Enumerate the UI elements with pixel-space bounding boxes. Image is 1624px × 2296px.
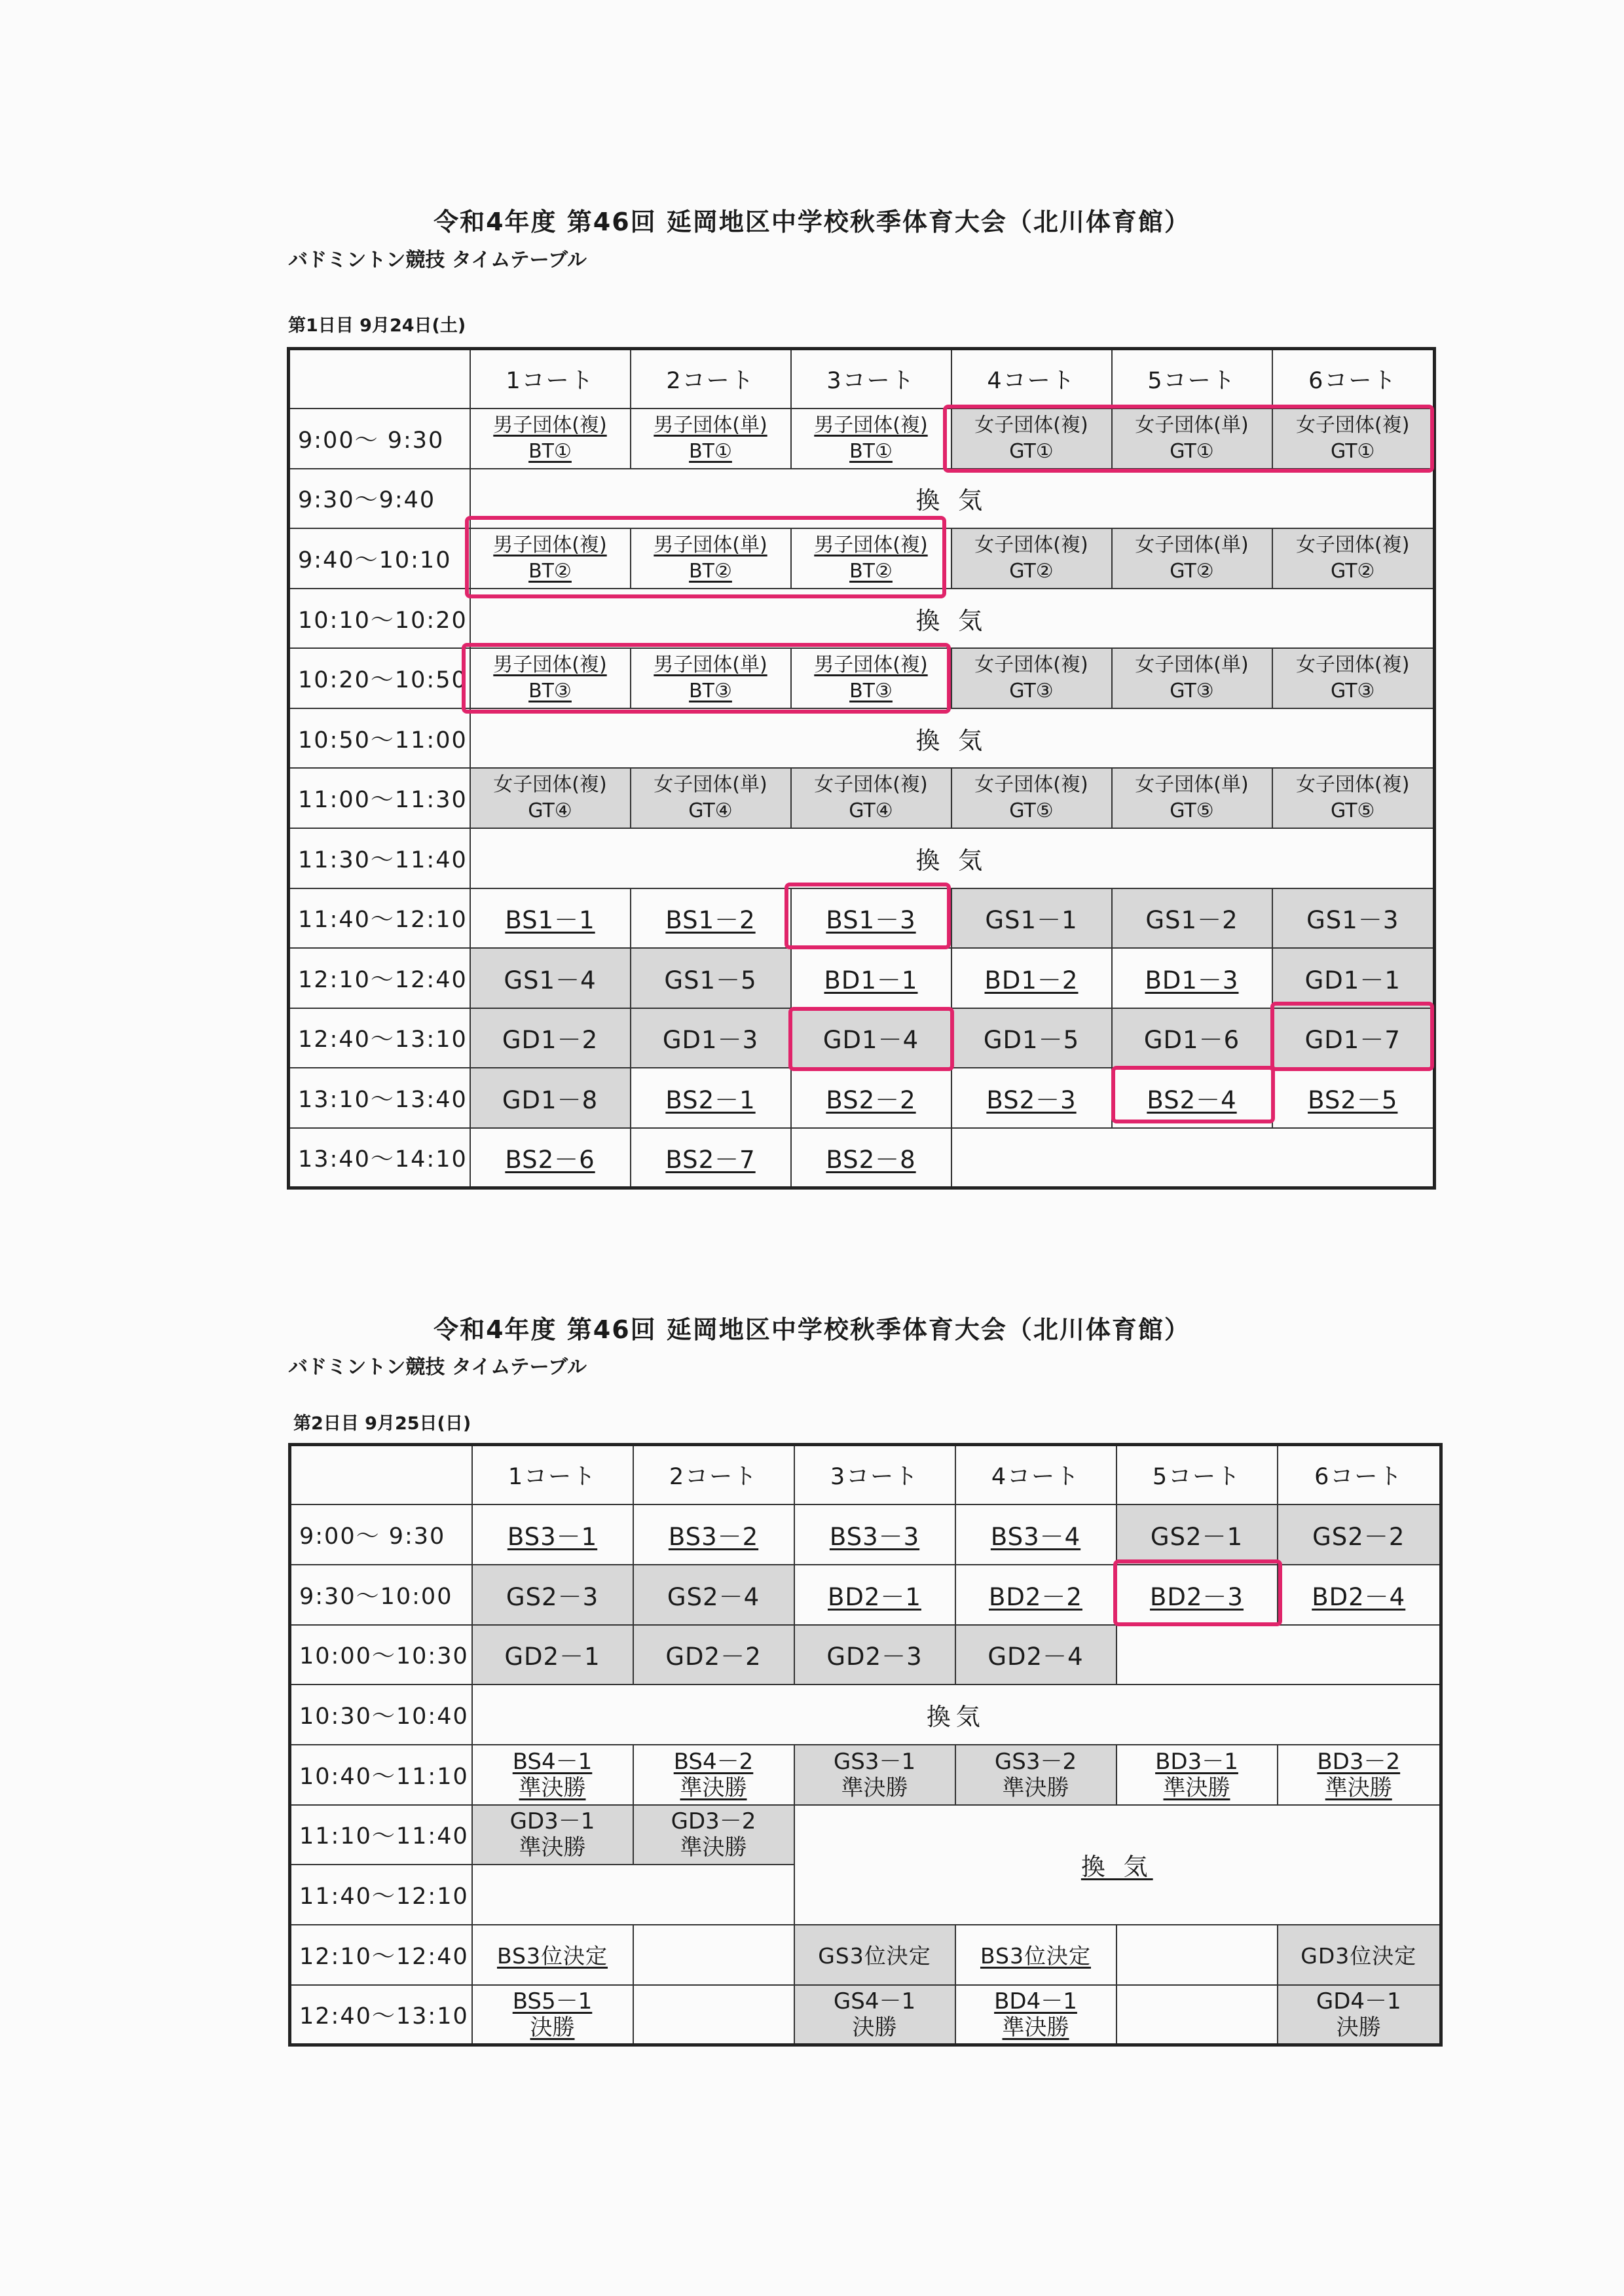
- court-header: 6コート: [1278, 1445, 1441, 1505]
- ventilation-break: 換 気: [470, 828, 1435, 888]
- match-cell: 女子団体(複) GT①: [1272, 409, 1435, 469]
- match-cell: 女子団体(複) GT②: [1272, 528, 1435, 589]
- table-row: [289, 1068, 1435, 1128]
- time-slot: 9:00～ 9:30: [290, 1504, 472, 1565]
- time-slot: 9:30～9:40: [289, 469, 470, 529]
- empty-cell: [633, 1985, 794, 2045]
- match-cell: GS2－2: [1278, 1504, 1441, 1565]
- match-cell: GD1－5: [951, 1008, 1112, 1068]
- match-cell: 女子団体(複) GT③: [1272, 648, 1435, 708]
- match-cell: BS2－4: [1112, 1068, 1272, 1128]
- time-slot: 11:40～12:10: [289, 888, 470, 949]
- empty-cell: [1116, 1625, 1441, 1685]
- court-header: 4コート: [951, 349, 1112, 409]
- header-row: [290, 1445, 1441, 1505]
- match-cell: BS4－1 準決勝: [472, 1745, 633, 1805]
- match-cell: BS3位決定: [472, 1925, 633, 1985]
- match-cell: 女子団体(単) GT④: [631, 768, 791, 828]
- match-cell: BS2－6: [470, 1128, 631, 1188]
- match-cell: 女子団体(単) GT⑤: [1112, 768, 1272, 828]
- empty-cell: [951, 1128, 1435, 1188]
- match-cell: BS3－3: [794, 1504, 955, 1565]
- match-cell: GD1－4: [791, 1008, 951, 1068]
- time-slot: 13:40～14:10: [289, 1128, 470, 1188]
- match-cell: BS3位決定: [955, 1925, 1116, 1985]
- match-cell: BS2－1: [631, 1068, 791, 1128]
- match-cell: BS2－2: [791, 1068, 951, 1128]
- day2-title: 令和4年度 第46回 延岡地区中学校秋季体育大会（北川体育館）: [434, 1315, 1190, 1344]
- match-cell: 女子団体(複) GT②: [951, 528, 1112, 589]
- ventilation-break: 換 気: [470, 589, 1435, 649]
- match-cell: GD3－2 準決勝: [633, 1805, 794, 1865]
- empty-cell: [1116, 1925, 1278, 1985]
- match-cell: GS1－1: [951, 888, 1112, 949]
- empty-cell: [633, 1925, 794, 1985]
- match-cell: 女子団体(複) GT⑤: [1272, 768, 1435, 828]
- court-header: 3コート: [791, 349, 951, 409]
- time-slot: 10:40～11:10: [290, 1745, 472, 1805]
- table-row: [290, 1625, 1441, 1685]
- ventilation-break: 換 気: [794, 1805, 1441, 1925]
- ventilation-break: 換気: [472, 1685, 1441, 1745]
- court-header: 1コート: [470, 349, 631, 409]
- match-cell: BS1－3: [791, 888, 951, 949]
- match-cell: GS3－1 準決勝: [794, 1745, 955, 1805]
- match-cell: BS2－3: [951, 1068, 1112, 1128]
- match-cell: GD1－3: [631, 1008, 791, 1068]
- table-row: [290, 1925, 1441, 1985]
- match-cell: GD1－8: [470, 1068, 631, 1128]
- match-cell: 男子団体(複) BT③: [791, 648, 951, 708]
- header-row: [289, 349, 1435, 409]
- match-cell: GS1－3: [1272, 888, 1435, 949]
- time-slot: 9:40～10:10: [289, 528, 470, 589]
- match-cell: GS2－1: [1116, 1504, 1278, 1565]
- table-row: [289, 589, 1435, 649]
- court-header: 5コート: [1112, 349, 1272, 409]
- match-cell: GD2－3: [794, 1625, 955, 1685]
- table-row: [289, 708, 1435, 769]
- court-header: 1コート: [472, 1445, 633, 1505]
- match-cell: 女子団体(単) GT②: [1112, 528, 1272, 589]
- time-slot: 10:20～10:50: [289, 648, 470, 708]
- time-slot: 10:10～10:20: [289, 589, 470, 649]
- match-cell: 男子団体(単) BT①: [631, 409, 791, 469]
- match-cell: BD2－1: [794, 1565, 955, 1625]
- match-cell: 女子団体(複) GT①: [951, 409, 1112, 469]
- court-header: 3コート: [794, 1445, 955, 1505]
- match-cell: GS3－2 準決勝: [955, 1745, 1116, 1805]
- table-row: [289, 888, 1435, 949]
- time-slot: 12:40～13:10: [290, 1985, 472, 2045]
- match-cell: BD3－2 準決勝: [1278, 1745, 1441, 1805]
- match-cell: 男子団体(複) BT②: [791, 528, 951, 589]
- match-cell: GD3位決定: [1278, 1925, 1441, 1985]
- match-cell: BS2－5: [1272, 1068, 1435, 1128]
- match-cell: GD1－6: [1112, 1008, 1272, 1068]
- table-row: [289, 648, 1435, 708]
- table-row: [289, 1128, 1435, 1188]
- match-cell: GS3位決定: [794, 1925, 955, 1985]
- match-cell: 女子団体(複) GT④: [470, 768, 631, 828]
- court-header: 2コート: [631, 349, 791, 409]
- match-cell: BS2－8: [791, 1128, 951, 1188]
- court-header: 6コート: [1272, 349, 1435, 409]
- match-cell: GS2－4: [633, 1565, 794, 1625]
- match-cell: 女子団体(複) GT③: [951, 648, 1112, 708]
- match-cell: BD1－2: [951, 948, 1112, 1008]
- table-row: [290, 1805, 1441, 1865]
- match-cell: BD1－1: [791, 948, 951, 1008]
- table-row: [290, 1685, 1441, 1745]
- match-cell: GS4－1 決勝: [794, 1985, 955, 2045]
- empty-cell: [472, 1865, 794, 1925]
- match-cell: GD2－2: [633, 1625, 794, 1685]
- match-cell: 男子団体(単) BT③: [631, 648, 791, 708]
- day2-timetable: [288, 1443, 1443, 2047]
- match-cell: BS5－1 決勝: [472, 1985, 633, 2045]
- match-cell: GD1－7: [1272, 1008, 1435, 1068]
- court-header: 2コート: [633, 1445, 794, 1505]
- time-slot: 11:30～11:40: [289, 828, 470, 888]
- match-cell: BS3－4: [955, 1504, 1116, 1565]
- match-cell: BD3－1 準決勝: [1116, 1745, 1278, 1805]
- ventilation-break: 換 気: [470, 469, 1435, 529]
- match-cell: 男子団体(複) BT①: [791, 409, 951, 469]
- match-cell: BS3－1: [472, 1504, 633, 1565]
- match-cell: BS1－2: [631, 888, 791, 949]
- match-cell: GD4－1 決勝: [1278, 1985, 1441, 2045]
- table-row: [289, 409, 1435, 469]
- table-row: [289, 1008, 1435, 1068]
- time-slot: 11:00～11:30: [289, 768, 470, 828]
- time-slot: 11:40～12:10: [290, 1865, 472, 1925]
- match-cell: 女子団体(単) GT③: [1112, 648, 1272, 708]
- match-cell: GS1－4: [470, 948, 631, 1008]
- match-cell: GS1－2: [1112, 888, 1272, 949]
- match-cell: 女子団体(複) GT④: [791, 768, 951, 828]
- match-cell: GD1－2: [470, 1008, 631, 1068]
- match-cell: GS1－5: [631, 948, 791, 1008]
- match-cell: GD2－1: [472, 1625, 633, 1685]
- table-row: [290, 1565, 1441, 1625]
- day2-subtitle: バドミントン競技 タイムテーブル: [288, 1356, 587, 1379]
- match-cell: 男子団体(複) BT①: [470, 409, 631, 469]
- corner-cell: [289, 349, 470, 409]
- time-slot: 9:00～ 9:30: [289, 409, 470, 469]
- time-slot: 10:00～10:30: [290, 1625, 472, 1685]
- table-row: [290, 1745, 1441, 1805]
- match-cell: BD4－1 準決勝: [955, 1985, 1116, 2045]
- match-cell: GS2－3: [472, 1565, 633, 1625]
- table-row: [289, 948, 1435, 1008]
- day1-date-label: 第1日目 9月24日(土): [288, 316, 466, 336]
- time-slot: 12:40～13:10: [289, 1008, 470, 1068]
- time-slot: 12:10～12:40: [290, 1925, 472, 1985]
- table-row: [289, 469, 1435, 529]
- match-cell: BS4－2 準決勝: [633, 1745, 794, 1805]
- court-header: 4コート: [955, 1445, 1116, 1505]
- table-row: [290, 1504, 1441, 1565]
- match-cell: GD1－1: [1272, 948, 1435, 1008]
- court-header: 5コート: [1116, 1445, 1278, 1505]
- match-cell: BD2－4: [1278, 1565, 1441, 1625]
- match-cell: BS2－7: [631, 1128, 791, 1188]
- day1-timetable: [287, 347, 1436, 1190]
- time-slot: 11:10～11:40: [290, 1805, 472, 1865]
- table-row: [289, 828, 1435, 888]
- table-row: [289, 768, 1435, 828]
- table-row: [290, 1985, 1441, 2045]
- time-slot: 10:50～11:00: [289, 708, 470, 769]
- time-slot: 13:10～13:40: [289, 1068, 470, 1128]
- match-cell: BS1－1: [470, 888, 631, 949]
- match-cell: BD2－2: [955, 1565, 1116, 1625]
- match-cell: BD1－3: [1112, 948, 1272, 1008]
- match-cell: BS3－2: [633, 1504, 794, 1565]
- day1-subtitle: バドミントン競技 タイムテーブル: [288, 249, 587, 272]
- time-slot: 9:30～10:00: [290, 1565, 472, 1625]
- day2-date-label: 第2日目 9月25日(日): [293, 1413, 471, 1434]
- table-row: [289, 528, 1435, 589]
- match-cell: 男子団体(複) BT②: [470, 528, 631, 589]
- match-cell: 女子団体(複) GT⑤: [951, 768, 1112, 828]
- match-cell: GD2－4: [955, 1625, 1116, 1685]
- empty-cell: [1116, 1985, 1278, 2045]
- match-cell: BD2－3: [1116, 1565, 1278, 1625]
- time-slot: 12:10～12:40: [289, 948, 470, 1008]
- match-cell: 女子団体(単) GT①: [1112, 409, 1272, 469]
- time-slot: 10:30～10:40: [290, 1685, 472, 1745]
- corner-cell: [290, 1445, 472, 1505]
- match-cell: 男子団体(単) BT②: [631, 528, 791, 589]
- ventilation-break: 換 気: [470, 708, 1435, 769]
- match-cell: 男子団体(複) BT③: [470, 648, 631, 708]
- day1-title: 令和4年度 第46回 延岡地区中学校秋季体育大会（北川体育館）: [434, 208, 1190, 236]
- match-cell: GD3－1 準決勝: [472, 1805, 633, 1865]
